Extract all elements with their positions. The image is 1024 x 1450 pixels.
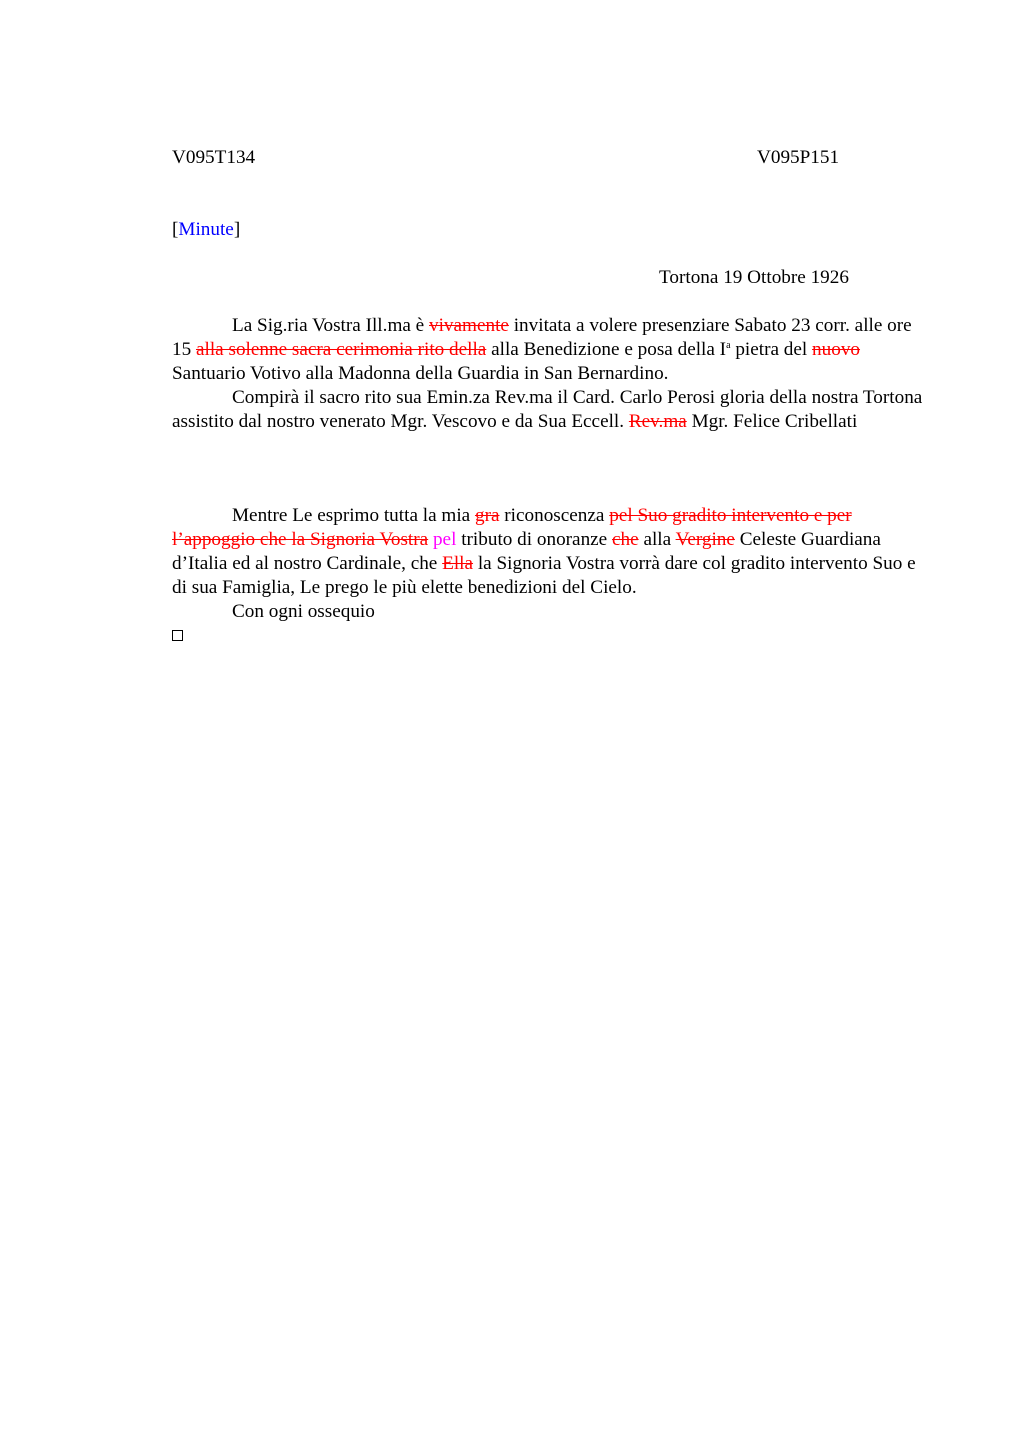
minute-bracket-close: ] <box>233 219 241 240</box>
deleted-word: Vergine <box>675 529 735 550</box>
letter-body-first <box>172 314 932 434</box>
deleted-word: Ella <box>442 553 474 574</box>
letter-date: Tortona 19 Ottobre 1926 <box>659 267 849 288</box>
deleted-word: Rev.ma <box>628 411 687 432</box>
text-run: tributo di onoranze <box>456 529 612 550</box>
text-run: Compirà il sacro rito sua Emin.za Rev.ma il Card. Carlo Perosi gloria della nostra Tortona assistito dal nostro venerato Mgr. Vescovo e da Sua Eccell. <box>172 387 923 432</box>
deleted-word: che <box>612 529 639 550</box>
end-square-icon <box>172 630 183 641</box>
inserted-word: pel <box>432 529 457 550</box>
deleted-word: vivamente <box>429 315 509 336</box>
text-run: riconoscenza <box>499 505 610 526</box>
text-run: La Sig.ria Vostra Ill.ma è <box>232 315 429 336</box>
text-run: la Signoria Vostra vorrà dare col gradito intervento Suo e di sua Famiglia, Le prego le più elette benedizioni del Cielo. <box>172 553 916 598</box>
text-run: Mentre Le esprimo tutta la mia <box>232 505 475 526</box>
text-run: Santuario Votivo alla Madonna della Guardia in San Bernardino. <box>172 363 669 384</box>
closing-salutation: Con ogni ossequio <box>232 601 375 622</box>
text-run: alla <box>638 529 676 550</box>
deleted-word: gra <box>474 505 500 526</box>
ordinal-superscript: a <box>726 340 731 351</box>
text-run: alla Benedizione e posa della I <box>486 339 727 360</box>
paragraph-closing <box>172 600 932 624</box>
text-run: Celeste Guardiana d’Italia ed al nostro Cardinale, che <box>172 529 881 574</box>
paragraph-gratitude <box>172 504 932 600</box>
minute-text: Minute <box>178 219 234 240</box>
deleted-word: nuovo <box>812 339 861 360</box>
text-run: invitata a volere presenziare Sabato 23 corr. alle ore 15 <box>172 315 912 360</box>
minute-label <box>172 218 240 242</box>
paragraph-rite <box>172 386 932 434</box>
text-run: pietra del <box>730 339 813 360</box>
deleted-phrase: alla solenne sacra cerimonia rito della <box>195 339 487 360</box>
text-run: Mgr. Felice Cribellati <box>686 411 858 432</box>
document-code-left: V095T134 <box>172 147 256 168</box>
paragraph-invitation <box>172 314 932 386</box>
minute-bracket-open: [ <box>172 219 179 240</box>
document-code-right: V095P151 <box>757 147 840 168</box>
letter-body-second <box>172 504 932 648</box>
deleted-phrase: pel Suo gradito intervento e per l’appoggio che la Signoria Vostra <box>172 505 852 550</box>
